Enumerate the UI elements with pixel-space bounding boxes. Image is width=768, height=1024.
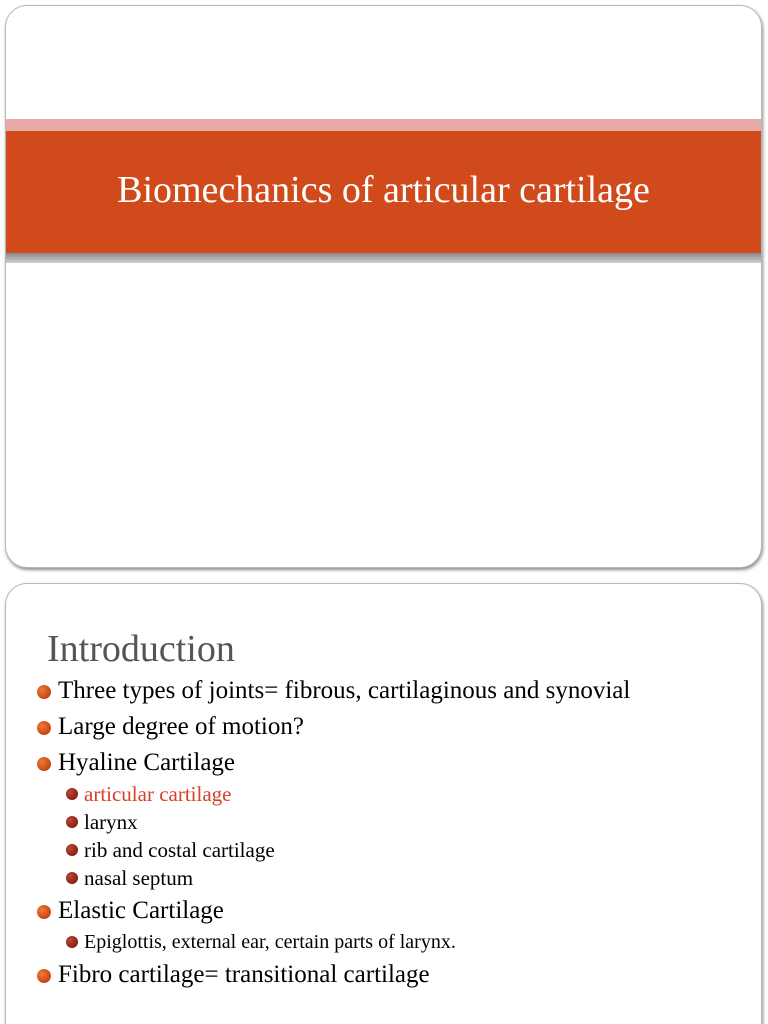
sub-bullet-icon (66, 816, 78, 828)
sub-list-item (36, 809, 731, 835)
sub-bullet-text: Epiglottis, external ear, certain parts of larynx. (84, 931, 456, 953)
slide-introduction (5, 583, 762, 1024)
sub-list-item (36, 865, 731, 891)
title-band-accent (6, 119, 761, 131)
bullet-icon (37, 905, 51, 919)
sub-bullet-text: larynx (84, 810, 138, 834)
slide-title: Biomechanics of articular cartilage (117, 169, 650, 211)
bullet-list (36, 677, 731, 997)
sub-bullet-text: nasal septum (84, 866, 194, 890)
list-item (36, 897, 731, 925)
bullet-icon (37, 685, 51, 699)
bullet-text: Hyaline Cartilage (58, 749, 236, 776)
bullet-text: Large degree of motion? (58, 713, 304, 740)
list-item (36, 677, 731, 705)
bullet-text: Fibro cartilage= transitional cartilage (58, 961, 430, 988)
sub-bullet-icon (66, 872, 78, 884)
sub-bullet-icon (66, 936, 78, 948)
slide-title-card (5, 5, 762, 568)
title-band-shadow (6, 253, 761, 263)
bullet-text: Elastic Cartilage (58, 897, 224, 924)
sub-list-item (36, 781, 731, 807)
bullet-text: Three types of joints= fibrous, cartilaginous and synovial (58, 677, 631, 704)
sub-bullet-text: rib and costal cartilage (84, 838, 275, 862)
sub-list-item (36, 929, 731, 955)
list-item (36, 749, 731, 777)
bullet-icon (37, 969, 51, 983)
bullet-icon (37, 757, 51, 771)
bullet-icon (37, 721, 51, 735)
title-band (6, 131, 761, 253)
list-item (36, 713, 731, 741)
sub-list-item (36, 837, 731, 863)
sub-bullet-text: articular cartilage (84, 782, 232, 806)
sub-bullet-icon (66, 788, 78, 800)
sub-bullet-icon (66, 844, 78, 856)
list-item (36, 961, 731, 989)
slide-heading: Introduction (47, 628, 235, 670)
